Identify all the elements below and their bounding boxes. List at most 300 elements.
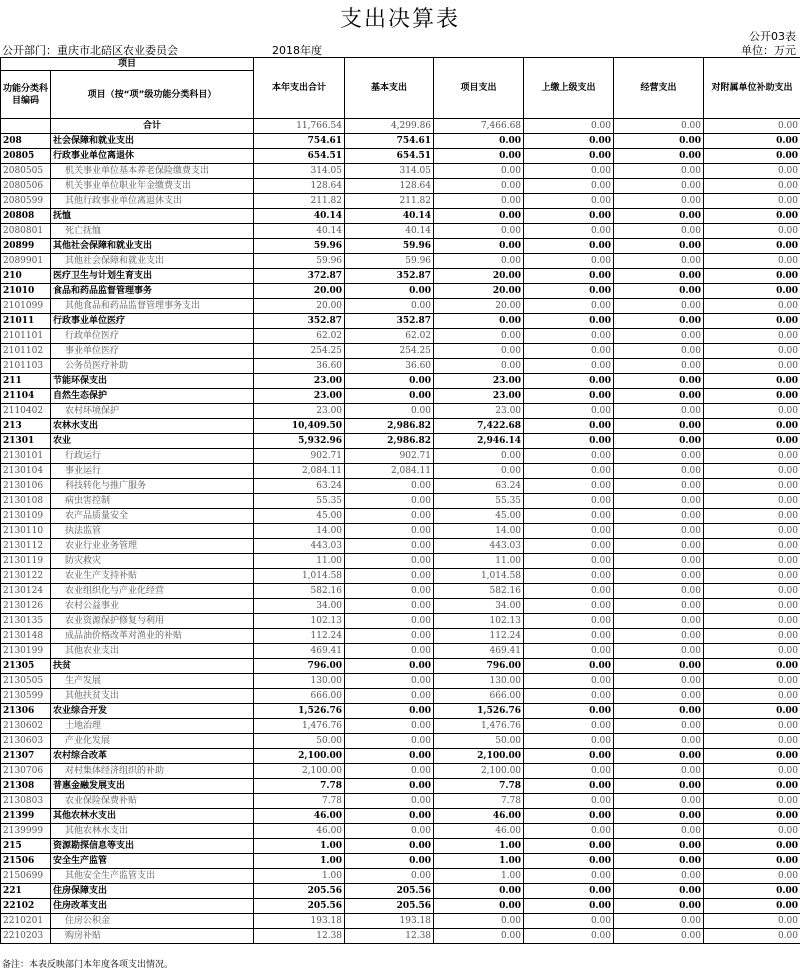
row-value: 2,100.00 bbox=[434, 749, 524, 764]
row-value: 0.00 bbox=[524, 284, 614, 299]
table-row bbox=[1, 704, 800, 719]
row-value: 0.00 bbox=[704, 299, 800, 314]
table-row bbox=[1, 674, 800, 689]
row-value: 20.00 bbox=[434, 299, 524, 314]
row-value: 0.00 bbox=[524, 554, 614, 569]
row-code: 2130803 bbox=[1, 794, 51, 809]
row-value: 20.00 bbox=[254, 284, 345, 299]
row-value: 372.87 bbox=[254, 269, 345, 284]
row-name: 其他社会保障和就业支出 bbox=[51, 239, 254, 254]
row-value: 0.00 bbox=[345, 389, 434, 404]
table-row bbox=[1, 494, 800, 509]
row-name: 其他行政事业单位离退休支出 bbox=[51, 194, 254, 209]
row-code: 2101102 bbox=[1, 344, 51, 359]
row-value: 0.00 bbox=[704, 404, 800, 419]
row-value: 0.00 bbox=[524, 884, 614, 899]
table-row bbox=[1, 764, 800, 779]
department-label: 公开部门：重庆市北碚区农业委员会 bbox=[2, 44, 178, 57]
row-value: 443.03 bbox=[254, 539, 345, 554]
row-code: 221 bbox=[1, 884, 51, 899]
row-value: 0.00 bbox=[704, 509, 800, 524]
row-code: 2101103 bbox=[1, 359, 51, 374]
row-value: 55.35 bbox=[254, 494, 345, 509]
row-code: 2101101 bbox=[1, 329, 51, 344]
row-value: 0.00 bbox=[524, 899, 614, 914]
row-name: 其他农业支出 bbox=[51, 644, 254, 659]
row-value: 0.00 bbox=[614, 524, 704, 539]
row-name: 农业组织化与产业化经营 bbox=[51, 584, 254, 599]
row-value: 0.00 bbox=[704, 209, 800, 224]
row-code: 21306 bbox=[1, 704, 51, 719]
header-project: 项目支出 bbox=[434, 58, 524, 119]
row-value: 0.00 bbox=[704, 314, 800, 329]
row-value: 46.00 bbox=[434, 824, 524, 839]
row-value: 23.00 bbox=[254, 389, 345, 404]
row-value: 0.00 bbox=[704, 899, 800, 914]
row-value: 50.00 bbox=[254, 734, 345, 749]
row-value: 1.00 bbox=[434, 869, 524, 884]
row-value: 0.00 bbox=[434, 344, 524, 359]
total-code bbox=[1, 119, 51, 134]
table-id: 公开03表 bbox=[749, 30, 796, 43]
row-value: 63.24 bbox=[254, 479, 345, 494]
row-value: 10,409.50 bbox=[254, 419, 345, 434]
header-item-group: 项目 bbox=[1, 58, 254, 71]
row-value: 0.00 bbox=[524, 359, 614, 374]
header-code: 功能分类科目编码 bbox=[1, 71, 51, 119]
row-value: 0.00 bbox=[614, 779, 704, 794]
row-code: 21307 bbox=[1, 749, 51, 764]
row-value: 314.05 bbox=[345, 164, 434, 179]
row-value: 211.82 bbox=[345, 194, 434, 209]
header-upper: 上缴上级支出 bbox=[524, 58, 614, 119]
row-value: 0.00 bbox=[704, 179, 800, 194]
row-value: 0.00 bbox=[524, 224, 614, 239]
row-value: 0.00 bbox=[434, 239, 524, 254]
row-code: 21010 bbox=[1, 284, 51, 299]
total-cell: 4,299.86 bbox=[345, 119, 434, 134]
row-value: 0.00 bbox=[614, 809, 704, 824]
row-value: 55.35 bbox=[434, 494, 524, 509]
row-code: 21308 bbox=[1, 779, 51, 794]
row-value: 0.00 bbox=[704, 929, 800, 944]
row-value: 0.00 bbox=[524, 374, 614, 389]
row-value: 0.00 bbox=[614, 704, 704, 719]
row-value: 582.16 bbox=[434, 584, 524, 599]
row-value: 0.00 bbox=[524, 344, 614, 359]
row-value: 0.00 bbox=[524, 734, 614, 749]
row-value: 469.41 bbox=[254, 644, 345, 659]
row-value: 0.00 bbox=[524, 854, 614, 869]
footnote: 备注：本表反映部门本年度各项支出情况。 bbox=[2, 960, 174, 970]
row-value: 0.00 bbox=[704, 734, 800, 749]
table-row bbox=[1, 389, 800, 404]
row-name: 死亡抚恤 bbox=[51, 224, 254, 239]
row-value: 128.64 bbox=[254, 179, 345, 194]
row-value: 0.00 bbox=[345, 569, 434, 584]
row-value: 0.00 bbox=[345, 494, 434, 509]
row-value: 0.00 bbox=[524, 614, 614, 629]
row-name: 其他社会保障和就业支出 bbox=[51, 254, 254, 269]
row-value: 23.00 bbox=[434, 389, 524, 404]
table-row bbox=[1, 479, 800, 494]
row-value: 0.00 bbox=[524, 419, 614, 434]
row-value: 0.00 bbox=[345, 824, 434, 839]
row-code: 2130124 bbox=[1, 584, 51, 599]
total-cell: 0.00 bbox=[524, 119, 614, 134]
row-value: 754.61 bbox=[345, 134, 434, 149]
row-value: 0.00 bbox=[345, 794, 434, 809]
row-value: 0.00 bbox=[345, 809, 434, 824]
row-value: 0.00 bbox=[704, 479, 800, 494]
row-value: 0.00 bbox=[524, 464, 614, 479]
row-name: 其他安全生产监管支出 bbox=[51, 869, 254, 884]
row-value: 0.00 bbox=[614, 374, 704, 389]
header-total: 本年支出合计 bbox=[254, 58, 345, 119]
header-name: 项目（按“项”级功能分类科目） bbox=[51, 71, 254, 119]
row-value: 0.00 bbox=[345, 629, 434, 644]
row-value: 34.00 bbox=[434, 599, 524, 614]
row-value: 0.00 bbox=[704, 539, 800, 554]
row-code: 210 bbox=[1, 269, 51, 284]
row-value: 0.00 bbox=[704, 239, 800, 254]
table-row bbox=[1, 419, 800, 434]
row-value: 352.87 bbox=[345, 269, 434, 284]
row-value: 0.00 bbox=[524, 524, 614, 539]
row-code: 21301 bbox=[1, 434, 51, 449]
row-value: 0.00 bbox=[524, 809, 614, 824]
row-value: 0.00 bbox=[704, 464, 800, 479]
row-value: 7.78 bbox=[434, 779, 524, 794]
row-value: 0.00 bbox=[345, 509, 434, 524]
row-value: 0.00 bbox=[614, 929, 704, 944]
table-row bbox=[1, 344, 800, 359]
row-name: 事业单位医疗 bbox=[51, 344, 254, 359]
row-value: 0.00 bbox=[524, 584, 614, 599]
row-code: 2150699 bbox=[1, 869, 51, 884]
row-value: 36.60 bbox=[345, 359, 434, 374]
row-value: 0.00 bbox=[614, 869, 704, 884]
row-name: 农业资源保护修复与利用 bbox=[51, 614, 254, 629]
row-value: 0.00 bbox=[614, 914, 704, 929]
row-value: 205.56 bbox=[254, 884, 345, 899]
row-value: 0.00 bbox=[524, 749, 614, 764]
row-value: 0.00 bbox=[614, 389, 704, 404]
row-value: 0.00 bbox=[614, 569, 704, 584]
table-row bbox=[1, 749, 800, 764]
row-value: 0.00 bbox=[704, 584, 800, 599]
row-value: 654.51 bbox=[345, 149, 434, 164]
row-value: 59.96 bbox=[345, 239, 434, 254]
row-value: 0.00 bbox=[614, 599, 704, 614]
row-value: 0.00 bbox=[524, 929, 614, 944]
row-value: 0.00 bbox=[345, 584, 434, 599]
row-value: 0.00 bbox=[524, 599, 614, 614]
row-value: 0.00 bbox=[614, 854, 704, 869]
table-row bbox=[1, 794, 800, 809]
row-value: 40.14 bbox=[345, 209, 434, 224]
row-name: 机关事业单位职业年金缴费支出 bbox=[51, 179, 254, 194]
row-code: 2080599 bbox=[1, 194, 51, 209]
table-row bbox=[1, 824, 800, 839]
row-value: 0.00 bbox=[704, 359, 800, 374]
row-value: 0.00 bbox=[704, 824, 800, 839]
row-value: 0.00 bbox=[345, 869, 434, 884]
row-value: 0.00 bbox=[345, 764, 434, 779]
row-name: 土地治理 bbox=[51, 719, 254, 734]
row-value: 0.00 bbox=[704, 614, 800, 629]
row-code: 20805 bbox=[1, 149, 51, 164]
row-code: 2130110 bbox=[1, 524, 51, 539]
row-value: 0.00 bbox=[614, 254, 704, 269]
row-code: 22102 bbox=[1, 899, 51, 914]
row-value: 0.00 bbox=[614, 839, 704, 854]
row-value: 14.00 bbox=[434, 524, 524, 539]
row-value: 11.00 bbox=[254, 554, 345, 569]
row-name: 行政事业单位医疗 bbox=[51, 314, 254, 329]
row-value: 1,526.76 bbox=[254, 704, 345, 719]
table-row bbox=[1, 254, 800, 269]
row-value: 0.00 bbox=[614, 209, 704, 224]
row-value: 0.00 bbox=[614, 479, 704, 494]
row-value: 0.00 bbox=[704, 659, 800, 674]
row-value: 130.00 bbox=[254, 674, 345, 689]
row-value: 0.00 bbox=[345, 479, 434, 494]
row-value: 0.00 bbox=[524, 239, 614, 254]
row-value: 0.00 bbox=[524, 389, 614, 404]
row-value: 23.00 bbox=[254, 374, 345, 389]
row-value: 7.78 bbox=[434, 794, 524, 809]
row-code: 208 bbox=[1, 134, 51, 149]
row-value: 102.13 bbox=[434, 614, 524, 629]
row-value: 582.16 bbox=[254, 584, 345, 599]
table-row bbox=[1, 329, 800, 344]
table-row bbox=[1, 809, 800, 824]
table-row bbox=[1, 269, 800, 284]
row-name: 其他农林水支出 bbox=[51, 824, 254, 839]
row-value: 0.00 bbox=[434, 134, 524, 149]
row-value: 0.00 bbox=[524, 269, 614, 284]
row-value: 0.00 bbox=[704, 884, 800, 899]
table-row bbox=[1, 599, 800, 614]
row-value: 0.00 bbox=[524, 149, 614, 164]
row-code: 2130148 bbox=[1, 629, 51, 644]
row-value: 0.00 bbox=[614, 194, 704, 209]
row-code: 2130135 bbox=[1, 614, 51, 629]
row-value: 352.87 bbox=[345, 314, 434, 329]
row-value: 36.60 bbox=[254, 359, 345, 374]
row-value: 40.14 bbox=[345, 224, 434, 239]
row-value: 112.24 bbox=[254, 629, 345, 644]
row-value: 0.00 bbox=[614, 644, 704, 659]
row-code: 21011 bbox=[1, 314, 51, 329]
row-value: 0.00 bbox=[704, 689, 800, 704]
row-value: 0.00 bbox=[345, 779, 434, 794]
row-value: 2,100.00 bbox=[254, 764, 345, 779]
row-value: 0.00 bbox=[614, 134, 704, 149]
row-value: 0.00 bbox=[524, 434, 614, 449]
total-cell: 7,466.68 bbox=[434, 119, 524, 134]
row-value: 0.00 bbox=[524, 869, 614, 884]
table-row bbox=[1, 659, 800, 674]
row-value: 0.00 bbox=[704, 719, 800, 734]
row-value: 59.96 bbox=[345, 254, 434, 269]
row-code: 2110402 bbox=[1, 404, 51, 419]
row-value: 1,014.58 bbox=[254, 569, 345, 584]
row-value: 0.00 bbox=[704, 524, 800, 539]
table-row bbox=[1, 359, 800, 374]
row-value: 1.00 bbox=[254, 854, 345, 869]
row-value: 0.00 bbox=[345, 614, 434, 629]
row-value: 0.00 bbox=[524, 209, 614, 224]
row-value: 0.00 bbox=[704, 494, 800, 509]
row-value: 46.00 bbox=[434, 809, 524, 824]
row-value: 0.00 bbox=[704, 644, 800, 659]
row-value: 7.78 bbox=[254, 779, 345, 794]
row-name: 住房保障支出 bbox=[51, 884, 254, 899]
row-value: 0.00 bbox=[704, 194, 800, 209]
row-value: 0.00 bbox=[434, 314, 524, 329]
row-name: 防灾救灾 bbox=[51, 554, 254, 569]
row-value: 0.00 bbox=[614, 689, 704, 704]
table-row bbox=[1, 164, 800, 179]
row-value: 0.00 bbox=[614, 149, 704, 164]
table-row bbox=[1, 719, 800, 734]
row-value: 2,986.82 bbox=[345, 434, 434, 449]
row-value: 20.00 bbox=[434, 284, 524, 299]
row-value: 0.00 bbox=[704, 449, 800, 464]
row-code: 20808 bbox=[1, 209, 51, 224]
row-value: 0.00 bbox=[434, 464, 524, 479]
row-value: 0.00 bbox=[614, 884, 704, 899]
table-row bbox=[1, 224, 800, 239]
row-value: 0.00 bbox=[434, 899, 524, 914]
row-name: 节能环保支出 bbox=[51, 374, 254, 389]
row-value: 2,084.11 bbox=[345, 464, 434, 479]
row-value: 0.00 bbox=[524, 914, 614, 929]
row-value: 0.00 bbox=[434, 449, 524, 464]
row-value: 0.00 bbox=[524, 539, 614, 554]
row-value: 11.00 bbox=[434, 554, 524, 569]
row-value: 796.00 bbox=[254, 659, 345, 674]
row-value: 0.00 bbox=[704, 839, 800, 854]
table-row bbox=[1, 614, 800, 629]
row-value: 0.00 bbox=[524, 704, 614, 719]
row-value: 0.00 bbox=[345, 284, 434, 299]
row-value: 0.00 bbox=[614, 764, 704, 779]
table-body bbox=[1, 119, 800, 944]
row-value: 654.51 bbox=[254, 149, 345, 164]
row-value: 0.00 bbox=[704, 794, 800, 809]
row-value: 130.00 bbox=[434, 674, 524, 689]
row-value: 0.00 bbox=[614, 434, 704, 449]
row-value: 40.14 bbox=[254, 224, 345, 239]
header-operating: 经营支出 bbox=[614, 58, 704, 119]
row-value: 0.00 bbox=[524, 569, 614, 584]
row-value: 0.00 bbox=[704, 389, 800, 404]
row-name: 自然生态保护 bbox=[51, 389, 254, 404]
row-value: 0.00 bbox=[704, 599, 800, 614]
row-name: 医疗卫生与计划生育支出 bbox=[51, 269, 254, 284]
row-value: 0.00 bbox=[614, 614, 704, 629]
table-row bbox=[1, 569, 800, 584]
row-value: 1.00 bbox=[434, 839, 524, 854]
row-value: 754.61 bbox=[254, 134, 345, 149]
row-value: 0.00 bbox=[614, 539, 704, 554]
table-row bbox=[1, 779, 800, 794]
row-value: 2,084.11 bbox=[254, 464, 345, 479]
row-code: 2130109 bbox=[1, 509, 51, 524]
row-name: 公务员医疗补助 bbox=[51, 359, 254, 374]
table-row bbox=[1, 209, 800, 224]
row-value: 7,422.68 bbox=[434, 419, 524, 434]
row-name: 购房补贴 bbox=[51, 929, 254, 944]
row-value: 63.24 bbox=[434, 479, 524, 494]
row-value: 0.00 bbox=[524, 794, 614, 809]
row-name: 其他食品和药品监督管理事务支出 bbox=[51, 299, 254, 314]
row-code: 2130126 bbox=[1, 599, 51, 614]
row-value: 254.25 bbox=[345, 344, 434, 359]
row-code: 2101099 bbox=[1, 299, 51, 314]
row-value: 1,476.76 bbox=[254, 719, 345, 734]
row-name: 行政单位医疗 bbox=[51, 329, 254, 344]
row-value: 0.00 bbox=[434, 194, 524, 209]
row-value: 0.00 bbox=[614, 299, 704, 314]
table-row bbox=[1, 179, 800, 194]
row-value: 5,932.96 bbox=[254, 434, 345, 449]
row-code: 2080505 bbox=[1, 164, 51, 179]
row-value: 0.00 bbox=[614, 719, 704, 734]
row-name: 农业生产支持补贴 bbox=[51, 569, 254, 584]
row-code: 2089901 bbox=[1, 254, 51, 269]
row-value: 0.00 bbox=[524, 659, 614, 674]
row-value: 0.00 bbox=[524, 629, 614, 644]
row-value: 0.00 bbox=[704, 779, 800, 794]
table-row bbox=[1, 644, 800, 659]
row-value: 443.03 bbox=[434, 539, 524, 554]
row-value: 0.00 bbox=[614, 449, 704, 464]
table-row bbox=[1, 869, 800, 884]
row-code: 2130106 bbox=[1, 479, 51, 494]
table-row bbox=[1, 929, 800, 944]
row-name: 行政事业单位离退休 bbox=[51, 149, 254, 164]
row-value: 20.00 bbox=[254, 299, 345, 314]
row-value: 40.14 bbox=[254, 209, 345, 224]
row-value: 34.00 bbox=[254, 599, 345, 614]
table-row bbox=[1, 194, 800, 209]
row-value: 0.00 bbox=[345, 734, 434, 749]
table-row bbox=[1, 584, 800, 599]
row-value: 12.38 bbox=[345, 929, 434, 944]
row-value: 0.00 bbox=[704, 809, 800, 824]
table-row bbox=[1, 299, 800, 314]
row-value: 0.00 bbox=[704, 254, 800, 269]
row-code: 2130101 bbox=[1, 449, 51, 464]
table-row bbox=[1, 839, 800, 854]
row-value: 0.00 bbox=[614, 824, 704, 839]
row-value: 0.00 bbox=[434, 224, 524, 239]
row-code: 2130108 bbox=[1, 494, 51, 509]
row-value: 2,986.82 bbox=[345, 419, 434, 434]
row-code: 215 bbox=[1, 839, 51, 854]
row-value: 193.18 bbox=[345, 914, 434, 929]
row-value: 0.00 bbox=[704, 914, 800, 929]
row-value: 0.00 bbox=[524, 194, 614, 209]
row-value: 902.71 bbox=[345, 449, 434, 464]
row-value: 0.00 bbox=[434, 164, 524, 179]
total-label: 合计 bbox=[51, 119, 254, 134]
row-value: 0.00 bbox=[614, 734, 704, 749]
